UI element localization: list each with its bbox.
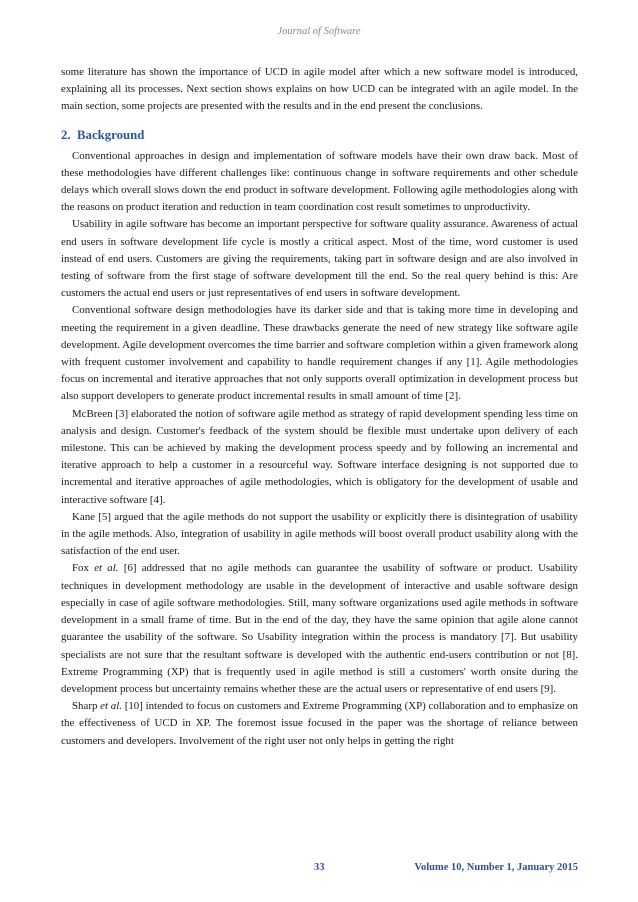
page-number: 33 (314, 862, 325, 873)
journal-header: Journal of Software (277, 26, 361, 37)
section-heading (61, 127, 578, 144)
paragraph-2: Usability in agile software has become an important perspective for software quality assurance. Awareness of actual end users in software development life cycle is mostly a critical aspect. Most of the time, word customer is used instead of end users. Customers are giving the requirements, taking part in software design and are also involved in testing of software from the first stage of software development till the end. So the real query behind is this: Are customers the actual end users or just representatives of end users in software development. (61, 218, 578, 300)
citation-lead: Sharp (72, 700, 101, 713)
section-number: 2. (61, 127, 71, 142)
article-body (61, 64, 578, 750)
section-title: Background (77, 127, 145, 142)
paragraph-body: [10] intended to focus on customers and Extreme Programming (XP) collaboration and to emphasize on the effectiveness of UCD in XP. The foremost issue focused in the paper was the shortage of reliance between customers and developers. Involvement of the right user not only helps in getting the right (61, 700, 578, 747)
paragraph-3: Conventional software design methodologies have its darker side and that is taking more time in developing and meeting the requirement in a given deadline. These drawbacks generate the need of new strategy like software agile development. Agile development overcomes the time barrier and software completion within a given framework along with frequent customer involvement and capability to handle requirement changes if any [1]. Agile methodologies focus on incremental and iterative approaches that not only supports overall optimization in development process but also support developers to generate product incremental results in small amount of time [2]. (61, 304, 578, 403)
paragraph-body: [6] addressed that no agile methods can guarantee the usability of software or product. Usability techniques in development methodology are usable in the development of interactive and usable software design especially in case of agile software methodologies. Still, many software organizations used agile methods in software development in a small frame of time. But in the end of the day, they have the same opinion that agile alone cannot guarantee the usability of the software. So Usability integration within the process is mandatory [7]. But usability specialists are not sure that the resultant software is developed with the authentic end-users contribution or not [8]. Extreme Programming (XP) that is frequently used in agile method is still a customers' worth onsite during the development process but uncertainty remains whether these are the actual users or representative of end users [9]. (61, 562, 578, 695)
et-al: et al. (94, 562, 119, 575)
et-al: et al. (100, 700, 122, 713)
paragraph-7 (61, 698, 578, 750)
citation-lead: Fox (72, 562, 95, 575)
paragraph-5: Kane [5] argued that the agile methods do not support the usability or explicitly there is disintegration of usability in the agile methods. Also, integration of usability in agile methods will boost overall product usability along with the satisfaction of the end user. (61, 510, 578, 558)
paragraph-6 (61, 560, 578, 698)
paragraph-1: Conventional approaches in design and implementation of software models have their own draw back. Most of these methodologies have different challenges like: continuous change in software requirements and other schedule delays which overall slows down the end product in software development. Following agile methodologies along with the reasons on product iteration and reduction in team coordination cost result sometimes to unproductivity. (61, 149, 578, 214)
volume-info: Volume 10, Number 1, January 2015 (414, 862, 578, 873)
intro-paragraph: some literature has shown the importance of UCD in agile model after which a new software model is introduced, explaining all its processes. Next section shows explains on how UCD can be integrated with an agile model. In the main section, some projects are presented with the results and in the end present the conclusions. (61, 66, 578, 113)
paragraph-4: McBreen [3] elaborated the notion of software agile method as strategy of rapid development spending less time on analysis and design. Customer's feedback of the system should be flexible must undertake upon delivery of each milestone. This can be achieved by making the development process speedy and by following an incremental and iterative approach to help a customer in a resourceful way. Software interface designing is not supported due to incremental and iterative approaches of agile methodologies, which is obligatory for the development of usable and interactive software [4]. (61, 407, 578, 506)
